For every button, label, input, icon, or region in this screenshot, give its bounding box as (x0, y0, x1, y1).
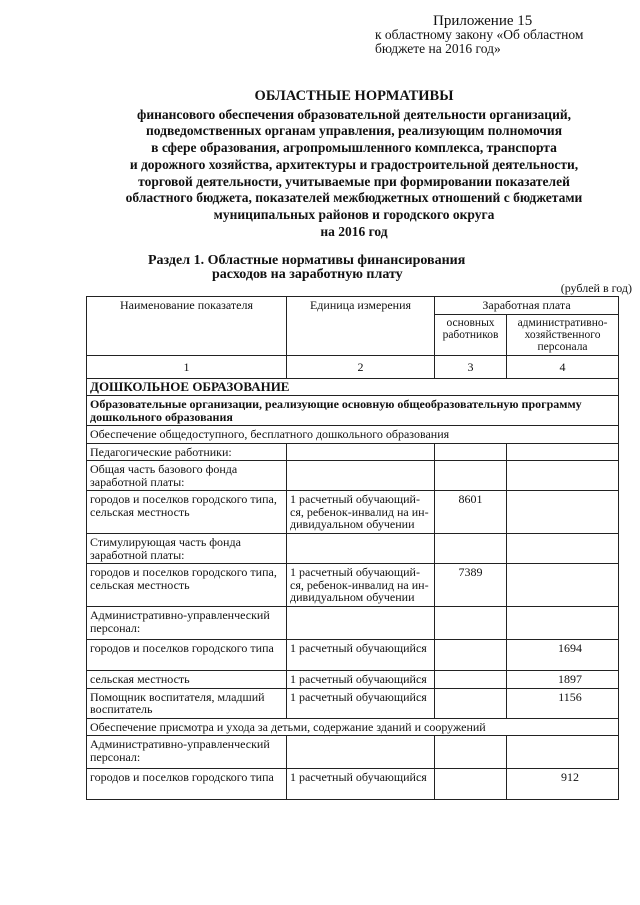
row-label: городов и поселков городского типа (87, 640, 287, 671)
section-title-line-2: расходов на заработную плату (212, 267, 403, 282)
row-value: 1694 (507, 640, 619, 671)
table-row (87, 688, 619, 718)
table-row (87, 607, 619, 640)
row-value: 1897 (507, 671, 619, 689)
table-row (87, 736, 619, 769)
row-label: Помощник воспитателя, младший воспитатель (87, 688, 287, 718)
row-unit: 1 расчетный обучающийся (287, 640, 435, 671)
table-row (87, 426, 619, 444)
table-row (87, 461, 619, 491)
row-label: Административно-управленческий персонал: (87, 607, 287, 640)
norms-table (86, 296, 619, 800)
appendix-law-line: к областному закону «Об областном (375, 27, 584, 42)
table-row (87, 378, 619, 396)
row-label: Административно-управленческий персонал: (87, 736, 287, 769)
row-value: 7389 (435, 564, 507, 607)
subcategory: Обеспечение общедоступного, бесплатного дошкольного образования (87, 426, 619, 444)
category-preschool: ДОШКОЛЬНОЕ ОБРАЗОВАНИЕ (87, 378, 619, 396)
table-row (87, 718, 619, 736)
column-number: 4 (507, 355, 619, 378)
row-label: сельская местность (87, 671, 287, 689)
row-unit: 1 расчетный обучающийся (287, 671, 435, 689)
heading-line: на 2016 год (320, 223, 388, 239)
row-unit: 1 расчетный обучающий-ся, ребенок-инвалид на ин-дивидуальном обучении (287, 564, 435, 607)
heading-line: подведомственных органам управления, реализующим полномочия (145, 123, 562, 139)
appendix-number: Приложение 15 (433, 13, 533, 29)
subcategory: Обеспечение присмотра и ухода за детьми, содержание зданий и сооружений (87, 718, 619, 736)
table-row (87, 534, 619, 564)
heading-line: в сфере образования, агропромышленного комплекса, транспорта (151, 140, 557, 156)
section-title-line: Раздел 1. Областные нормативы финансирования (148, 253, 466, 268)
row-label: Педагогические работники: (87, 443, 287, 461)
row-unit: 1 расчетный обучающийся (287, 769, 435, 800)
table-row (87, 640, 619, 671)
table-row (87, 491, 619, 534)
row-unit: 1 расчетный обучающий-ся, ребенок-инвалид на ин-дивидуальном обучении (287, 491, 435, 534)
row-label: Стимулирующая часть фонда заработной платы: (87, 534, 287, 564)
row-label: городов и поселков городского типа (87, 769, 287, 800)
table-row (87, 769, 619, 800)
row-value: 1156 (507, 688, 619, 718)
section-title (148, 254, 568, 282)
row-label: Общая часть базового фонда заработной платы: (87, 461, 287, 491)
column-number: 2 (287, 355, 435, 378)
table-header-row (87, 297, 619, 315)
organization-type: Образовательные организации, реализующие основную общеобразовательную программу дошкольного образования (87, 396, 619, 426)
row-label: городов и поселков городского типа, сельская местность (87, 564, 287, 607)
table-row (87, 443, 619, 461)
appendix-header (375, 14, 625, 56)
header-name: Наименование показателя (87, 297, 287, 356)
document-heading (80, 88, 628, 240)
table-row (87, 564, 619, 607)
column-number: 3 (435, 355, 507, 378)
header-salary: Заработная плата (435, 297, 619, 315)
table-row (87, 671, 619, 689)
heading-line: муниципальных районов и городского округа (213, 206, 495, 222)
header-admin-staff: административно-хозяйственного персонала (507, 314, 619, 355)
heading-line: торговой деятельности, учитываемые при формировании показателей (138, 173, 570, 189)
row-label: городов и поселков городского типа, сельская местность (87, 491, 287, 534)
column-number: 1 (87, 355, 287, 378)
heading-line: финансового обеспечения образовательной деятельности организаций, (136, 106, 572, 122)
row-value: 8601 (435, 491, 507, 534)
header-main-workers: основных работников (435, 314, 507, 355)
table-row (87, 396, 619, 426)
row-unit: 1 расчетный обучающийся (287, 688, 435, 718)
heading-line: и дорожного хозяйства, архитектуры и градостроительной деятельности, (129, 156, 579, 172)
document-title: ОБЛАСТНЫЕ НОРМАТИВЫ (254, 88, 454, 104)
units-note: (рублей в год) (560, 281, 632, 295)
heading-line: областного бюджета, показателей межбюджетных отношений с бюджетами (125, 190, 583, 206)
column-number-row (87, 355, 619, 378)
header-unit: Единица измерения (287, 297, 435, 356)
row-value: 912 (507, 769, 619, 800)
appendix-law-line-2: бюджете на 2016 год» (375, 41, 501, 56)
